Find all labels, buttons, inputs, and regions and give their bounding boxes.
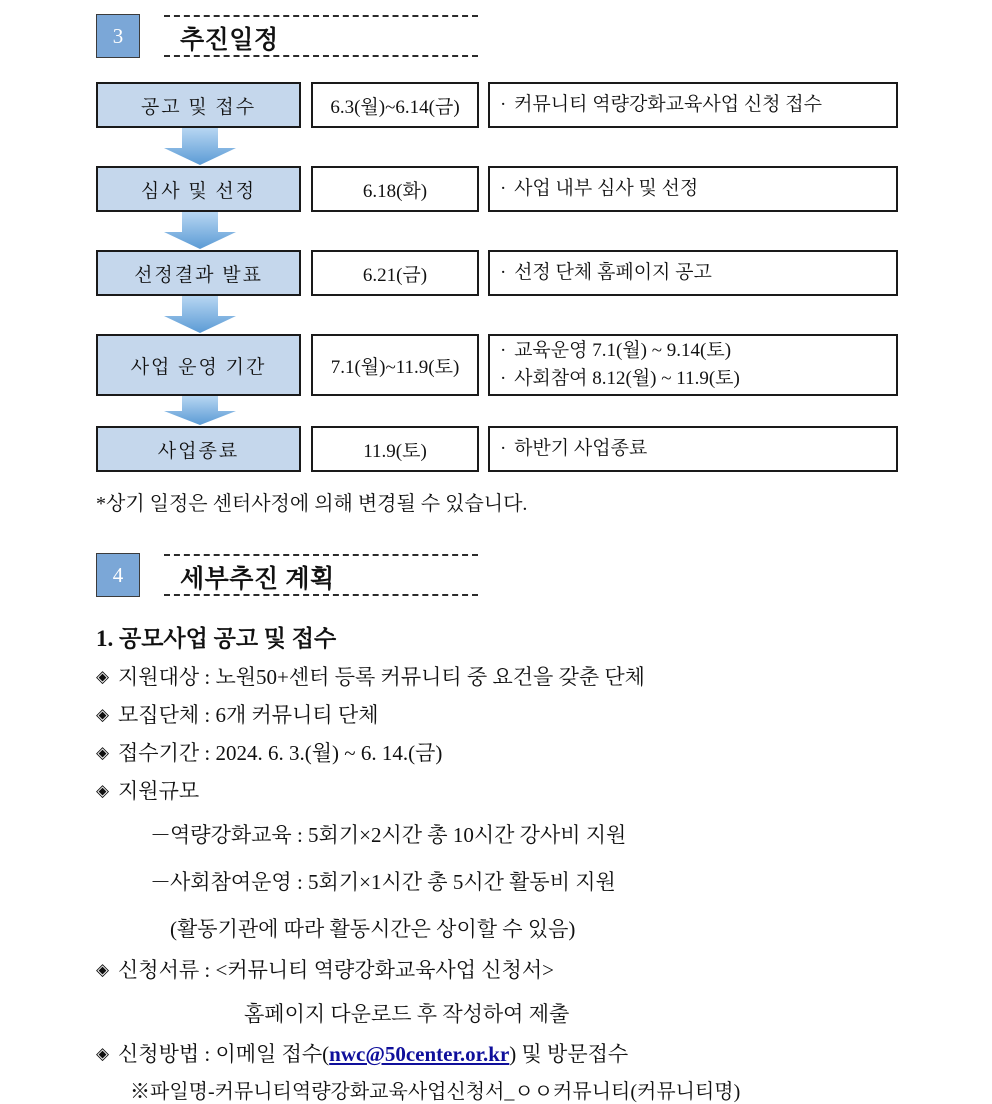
flow-arrow-gap-3	[96, 296, 898, 334]
down-arrow-icon	[163, 296, 237, 334]
sub-list-item-label: 사회참여운영 : 5회기×1시간 총 5시간 활동비 지원	[170, 870, 616, 894]
documents-continuation: 홈페이지 다운로드 후 작성하여 제출	[244, 1002, 570, 1026]
description-cell	[488, 334, 898, 396]
description-cell	[488, 82, 898, 128]
dash-bullet-icon: －	[150, 870, 171, 894]
sub-list-item	[150, 866, 956, 896]
section-title-wrap-4	[164, 553, 478, 597]
date-cell: 11.9(토)	[311, 426, 479, 472]
method-prefix: 신청방법 : 이메일 접수(	[118, 1042, 330, 1066]
schedule-flow-table	[96, 82, 898, 472]
date-cell: 7.1(월)~11.9(토)	[311, 334, 479, 396]
date-cell: 6.18(화)	[311, 166, 479, 212]
list-item	[96, 781, 956, 802]
stage-cell: 사업 운영 기간	[96, 334, 301, 396]
section-rule-top-4	[164, 554, 478, 556]
description-item: · 선정 단체 홈페이지 공고	[500, 259, 712, 287]
diamond-bullet-icon: ◈	[96, 1044, 110, 1063]
down-arrow-icon	[163, 212, 237, 250]
description-item: · 교육운영 7.1(월) ~ 9.14(토)	[500, 337, 740, 365]
down-arrow-icon	[163, 128, 237, 166]
sub-list-item-label: 역량강화교육 : 5회기×2시간 총 10시간 강사비 지원	[170, 823, 627, 847]
list-item	[96, 667, 956, 688]
list-item-label: 신청서류 : <커뮤니티 역량강화교육사업 신청서>	[118, 958, 554, 982]
section-rule-top-3	[164, 15, 478, 17]
diamond-bullet-icon: ◈	[96, 960, 110, 979]
filename-note: ※파일명-커뮤니티역량강화교육사업신청서_ㅇㅇ커뮤니티(커뮤니티명)	[130, 1081, 741, 1103]
flow-arrow-gap-4	[96, 396, 898, 426]
sub-list-note: (활동기관에 따라 활동시간은 상이할 수 있음)	[170, 917, 576, 941]
flow-arrow-gap-1	[96, 128, 898, 166]
description-list	[500, 337, 740, 392]
stage-cell: 공고 및 접수	[96, 82, 301, 128]
date-cell: 6.21(금)	[311, 250, 479, 296]
detail-plan-title: 1. 공모사업 공고 및 접수	[96, 626, 337, 651]
diamond-bullet-icon: ◈	[96, 705, 110, 724]
description-item: · 커뮤니티 역량강화교육사업 신청 접수	[500, 91, 822, 119]
detail-plan	[96, 620, 956, 1104]
section-number-badge-3: 3	[96, 14, 140, 58]
stage-cell: 사업종료	[96, 426, 301, 472]
list-item-label: 지원대상 : 노원50+센터 등록 커뮤니티 중 요건을 갖춘 단체	[118, 665, 645, 689]
list-item	[96, 705, 956, 726]
description-cell	[488, 426, 898, 472]
table-row	[96, 426, 898, 472]
schedule-footnote: *상기 일정은 센터사정에 의해 변경될 수 있습니다.	[96, 493, 528, 515]
diamond-bullet-icon: ◈	[96, 743, 110, 762]
section-number-badge-4: 4	[96, 553, 140, 597]
date-cell: 6.3(월)~6.14(금)	[311, 82, 479, 128]
description-list	[500, 259, 712, 287]
down-arrow-icon	[163, 396, 237, 426]
description-item: · 하반기 사업종료	[500, 435, 647, 463]
email-link[interactable]: nwc@50center.or.kr	[329, 1042, 510, 1066]
list-item	[96, 743, 956, 764]
description-cell	[488, 166, 898, 212]
table-row	[96, 166, 898, 212]
section-title-3: 추진일정	[180, 27, 279, 54]
section-heading-4	[96, 553, 478, 597]
description-list	[500, 91, 822, 119]
list-item-label: 접수기간 : 2024. 6. 3.(월) ~ 6. 14.(금)	[118, 741, 443, 765]
description-cell	[488, 250, 898, 296]
section-title-wrap-3	[164, 14, 478, 58]
diamond-bullet-icon: ◈	[96, 667, 110, 686]
section-title-4: 세부추진 계획	[180, 566, 335, 593]
list-item-label: 모집단체 : 6개 커뮤니티 단체	[118, 703, 379, 727]
method-suffix: ) 및 방문접수	[509, 1042, 629, 1066]
table-row	[96, 250, 898, 296]
list-item	[96, 960, 956, 981]
list-item	[96, 1044, 956, 1065]
table-row	[96, 82, 898, 128]
stage-cell: 선정결과 발표	[96, 250, 301, 296]
description-item: · 사회참여 8.12(월) ~ 11.9(토)	[500, 365, 740, 393]
diamond-bullet-icon: ◈	[96, 781, 110, 800]
stage-cell: 심사 및 선정	[96, 166, 301, 212]
table-row	[96, 334, 898, 396]
description-item: · 사업 내부 심사 및 선정	[500, 175, 698, 203]
description-list	[500, 175, 698, 203]
sub-list-item	[150, 819, 956, 849]
dash-bullet-icon: －	[150, 823, 171, 847]
list-item-label: 지원규모	[118, 779, 200, 803]
flow-arrow-gap-2	[96, 212, 898, 250]
section-heading-3	[96, 14, 478, 58]
description-list	[500, 435, 647, 463]
